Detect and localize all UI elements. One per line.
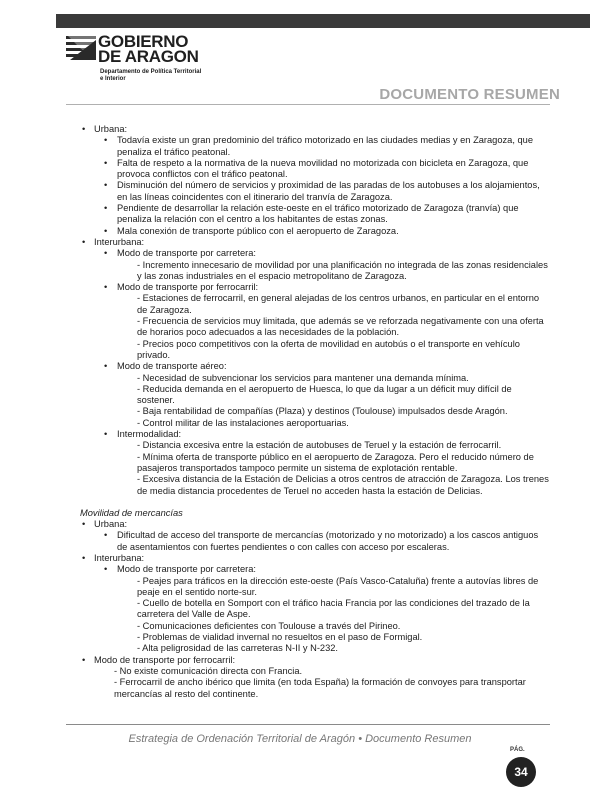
carretera-label: Modo de transporte por carretera: [117, 564, 257, 575]
list-item: • Pendiente de desarrollar la relación este-oeste en el tráfico motorizado de Zaragoza (tranvía) que penaliza la relación con el centro a los habitantes de estas zonas. [94, 203, 550, 226]
list-item [66, 237, 550, 497]
list-item [66, 519, 550, 553]
list-item: - Excesiva distancia de la Estación de Delicias a otros centros de atracción de Zaragoza. Los trenes de media distancia procedentes de Teruel no acceden hasta la estación de Delicias. [137, 474, 549, 496]
list-item: - Incremento innecesario de movilidad por una planificación no integrada de las zonas residenciales y las zonas industriales en el espacio metropolitano de Zaragoza. [137, 259, 548, 281]
list-item: - Ferrocarril de ancho ibérico que limita (en toda España) la formación de convoyes para transportar mercancías al resto del continente. [114, 677, 526, 699]
interurbana-label: Interurbana: [94, 236, 145, 247]
list-item: - Mínima oferta de transporte público en el aeropuerto de Zaragoza. Pero el reducido número de pasajeros transportados tampoco permite un sistema de explotación rentable. [137, 451, 534, 473]
list-item: • Falta de respeto a la normativa de la nueva movilidad no motorizada con bicicleta en Zaragoza, que provoca conflictos con el tráfico peatonal. [94, 158, 550, 181]
list-item [66, 655, 550, 700]
list-item: - Control militar de las instalaciones aeroportuarias. [137, 417, 349, 428]
list-item: - Reducida demanda en el aeropuerto de Huesca, lo que da lugar a un déficit muy difícil de sostener. [137, 383, 512, 406]
document-title: DOCUMENTO RESUMEN [379, 86, 560, 103]
list-item: - Necesidad de subvencionar los servicios para mantener una demanda mínima. [137, 372, 469, 383]
list-item: • Mala conexión de transporte público con el aeropuerto de Zaragoza. [94, 226, 550, 237]
list-item: - Peajes para tráficos en la dirección este-oeste (País Vasco-Cataluña) frente a autovías libres de peaje en el sentido norte-sur. [137, 575, 539, 597]
list-item: - Cuello de botella en Somport con el tráfico hacia Francia por las condiciones del trazado de la carretera del Valle de Aspe. [137, 598, 530, 620]
list-item: - Estaciones de ferrocarril, en general alejadas de los centros urbanos, en particular en el entorno de Zaragoza. [137, 293, 540, 315]
list-item: - Precios poco competitivos con la oferta de movilidad en autobús o el transporte en vehículo privado. [137, 338, 520, 360]
list-item: - Distancia excesiva entre la estación de autobuses de Teruel y la estación de ferrocarril. [137, 440, 502, 451]
logo-line1: GOBIERNO [98, 32, 189, 51]
list-item: • Disminución del número de servicios y proximidad de las paradas de los autobuses a los alojamientos, en las líneas coincidentes con el itinerario del tranvía de Zaragoza. [94, 180, 550, 203]
list-item: - Alta peligrosidad de las carreteras N-II y N-232. [137, 643, 339, 654]
document-body [66, 124, 550, 700]
interurbana-label: Interurbana: [94, 552, 145, 563]
header-bar [56, 14, 590, 28]
list-item: - Problemas de vialidad invernal no resueltos en el paso de Formigal. [137, 632, 423, 643]
section-heading: Movilidad de mercancías [80, 507, 183, 518]
logo-subtitle [100, 69, 201, 83]
list-item: • Todavía existe un gran predominio del tráfico motorizado en las ciudades medias y en Zaragoza, que penaliza el tráfico peatonal. [94, 135, 550, 158]
gobierno-aragon-logo [66, 32, 226, 96]
footer-text: Estrategia de Ordenación Territorial de Aragón • Documento Resumen [128, 733, 472, 745]
aragon-emblem-icon [66, 34, 96, 64]
list-item [66, 553, 550, 655]
logo-line2: DE ARAGON [98, 47, 199, 66]
carretera-label: Modo de transporte por carretera: [117, 248, 257, 259]
page-label: PÁG. [510, 747, 525, 753]
footer-divider [66, 724, 550, 725]
list-item: - Baja rentabilidad de compañías (Plaza) y destinos (Toulouse) impulsados desde Aragón. [137, 406, 508, 417]
list-item [94, 282, 550, 361]
list-item [94, 248, 550, 282]
list-item [94, 429, 550, 497]
list-item [94, 361, 550, 429]
ferrocarril-label: Modo de transporte por ferrocarril: [94, 654, 236, 665]
list-item: • Dificultad de acceso del transporte de mercancías (motorizado y no motorizado) a los cascos antiguos de asentamientos con fuertes pendientes o con calles con acceso por escaleras. [94, 530, 550, 553]
logo-sub-line2: e Interior [100, 76, 126, 82]
title-divider [66, 104, 550, 105]
logo-sub-line1: Departamento de Política Territorial [100, 69, 202, 75]
urbana-label: Urbana: [94, 519, 128, 530]
urbana-label: Urbana: [94, 124, 128, 134]
list-item [66, 124, 550, 237]
list-item: - No existe comunicación directa con Francia. [114, 665, 303, 676]
list-item: - Frecuencia de servicios muy limitada, que además se ve reforzada negativamente con una oferta de horarios poco adecuados a las necesidades de la población. [137, 316, 544, 338]
freight-list [66, 519, 550, 700]
intermodalidad-label: Intermodalidad: [117, 429, 182, 440]
passenger-list [66, 124, 550, 497]
page-number: 34 [506, 757, 536, 787]
list-item [94, 564, 550, 654]
list-item: - Comunicaciones deficientes con Toulouse a través del Pirineo. [137, 620, 401, 631]
aereo-label: Modo de transporte aéreo: [117, 361, 227, 372]
ferrocarril-label: Modo de transporte por ferrocarril: [117, 282, 259, 293]
